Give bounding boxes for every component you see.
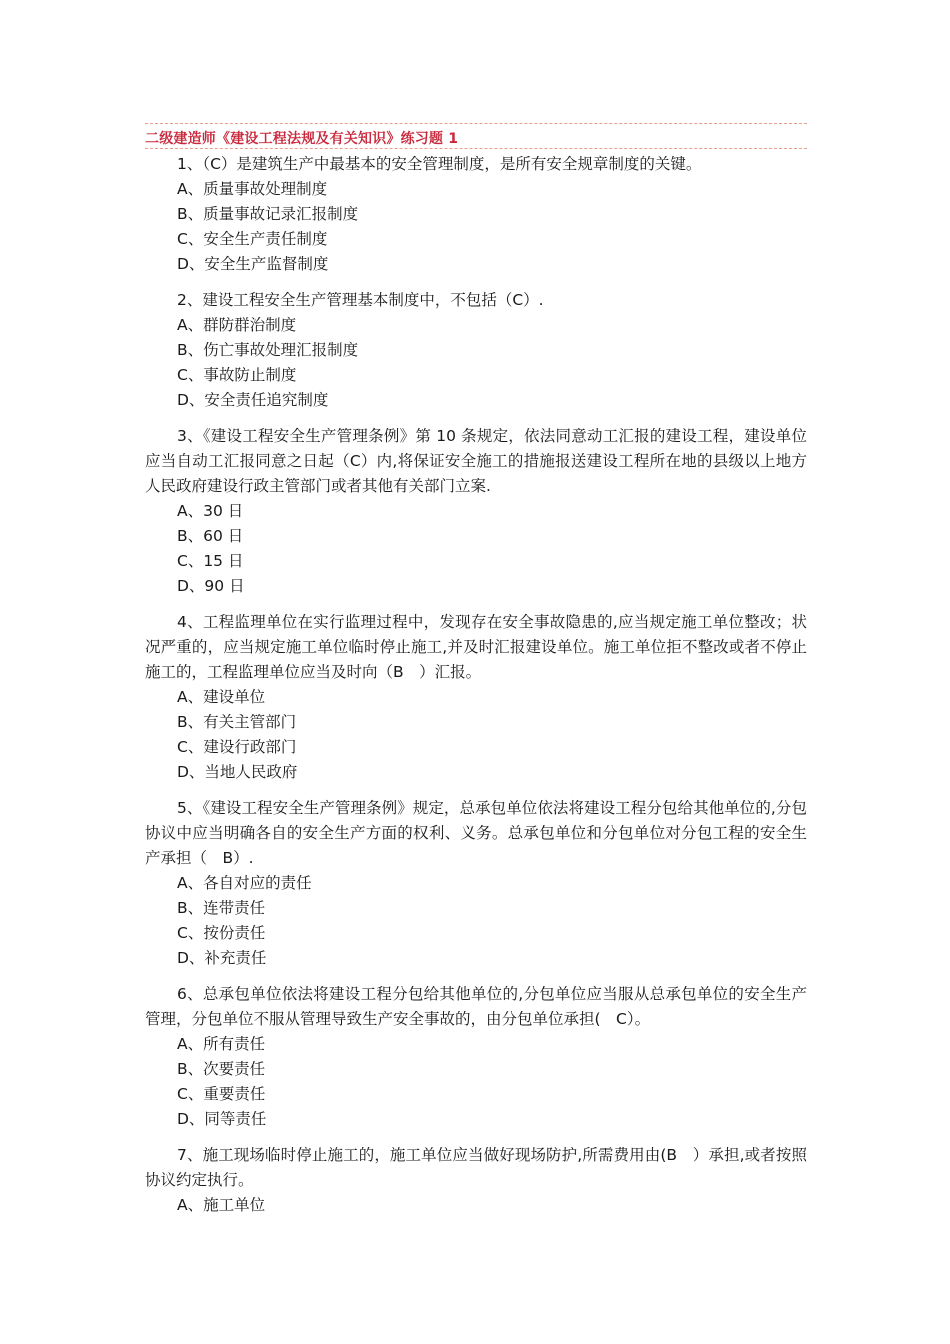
question-block <box>145 424 807 599</box>
answer-option: A、各自对应的责任 <box>177 874 312 892</box>
question-text: 1、（C）是建筑生产中最基本的安全管理制度，是所有安全规章制度的关键。 <box>177 155 702 173</box>
title-divider-top <box>145 123 807 124</box>
question-block <box>145 152 807 277</box>
answer-option: B、有关主管部门 <box>177 713 297 731</box>
question-block <box>145 610 807 785</box>
question-block <box>145 796 807 971</box>
answer-option: A、所有责任 <box>177 1035 266 1053</box>
question-block <box>145 982 807 1132</box>
answer-option: A、群防群治制度 <box>177 316 297 334</box>
answer-option: A、建设单位 <box>177 688 266 706</box>
question-text: 6、总承包单位依法将建设工程分包给其他单位的,分包单位应当服从总承包单位的安全生产管理，分包单位不服从管理导致生产安全事故的，由分包单位承担( C）。 <box>145 985 807 1028</box>
answer-option: B、次要责任 <box>177 1060 266 1078</box>
question-list <box>145 152 807 1229</box>
answer-option: B、质量事故记录汇报制度 <box>177 205 359 223</box>
question-block <box>145 288 807 413</box>
question-block <box>145 1143 807 1218</box>
answer-option: D、安全生产监督制度 <box>177 255 329 273</box>
question-text: 4、工程监理单位在实行监理过程中，发现存在安全事故隐患的,应当规定施工单位整改；状况严重的，应当规定施工单位临时停止施工,并及时汇报建设单位。施工单位拒不整改或者不停止施工的，工程监理单位应当及时向（B ）汇报。 <box>145 613 807 681</box>
answer-option: C、15 日 <box>177 552 244 570</box>
answer-option: A、质量事故处理制度 <box>177 180 328 198</box>
question-text: 2、建设工程安全生产管理基本制度中，不包括（C）. <box>177 291 544 309</box>
question-text: 5、《建设工程安全生产管理条例》规定，总承包单位依法将建设工程分包给其他单位的,分包协议中应当明确各自的安全生产方面的权利、义务。总承包单位和分包单位对分包工程的安全生产承担（ B）. <box>145 799 807 867</box>
answer-option: C、安全生产责任制度 <box>177 230 328 248</box>
answer-option: D、同等责任 <box>177 1110 267 1128</box>
answer-option: C、事故防止制度 <box>177 366 297 384</box>
answer-option: B、连带责任 <box>177 899 266 917</box>
document-title: 二级建造师《建设工程法规及有关知识》练习题 1 <box>145 131 459 147</box>
answer-option: D、90 日 <box>177 577 245 595</box>
answer-option: C、按份责任 <box>177 924 266 942</box>
question-text: 7、施工现场临时停止施工的，施工单位应当做好现场防护,所需费用由(B ）承担,或者按照协议约定执行。 <box>145 1146 807 1189</box>
answer-option: A、施工单位 <box>177 1196 266 1214</box>
question-text: 3、《建设工程安全生产管理条例》第 10 条规定，依法同意动工汇报的建设工程，建设单位应当自动工汇报同意之日起（C）内,将保证安全施工的措施报送建设工程所在地的县级以上地方人民政府建设行政主管部门或者其他有关部门立案. <box>145 427 807 495</box>
title-divider-bottom <box>145 148 807 149</box>
answer-option: D、安全责任追究制度 <box>177 391 329 409</box>
answer-option: C、重要责任 <box>177 1085 266 1103</box>
answer-option: B、60 日 <box>177 527 244 545</box>
answer-option: D、当地人民政府 <box>177 763 298 781</box>
answer-option: D、补充责任 <box>177 949 267 967</box>
answer-option: C、建设行政部门 <box>177 738 297 756</box>
answer-option: B、伤亡事故处理汇报制度 <box>177 341 359 359</box>
answer-option: A、30 日 <box>177 502 244 520</box>
